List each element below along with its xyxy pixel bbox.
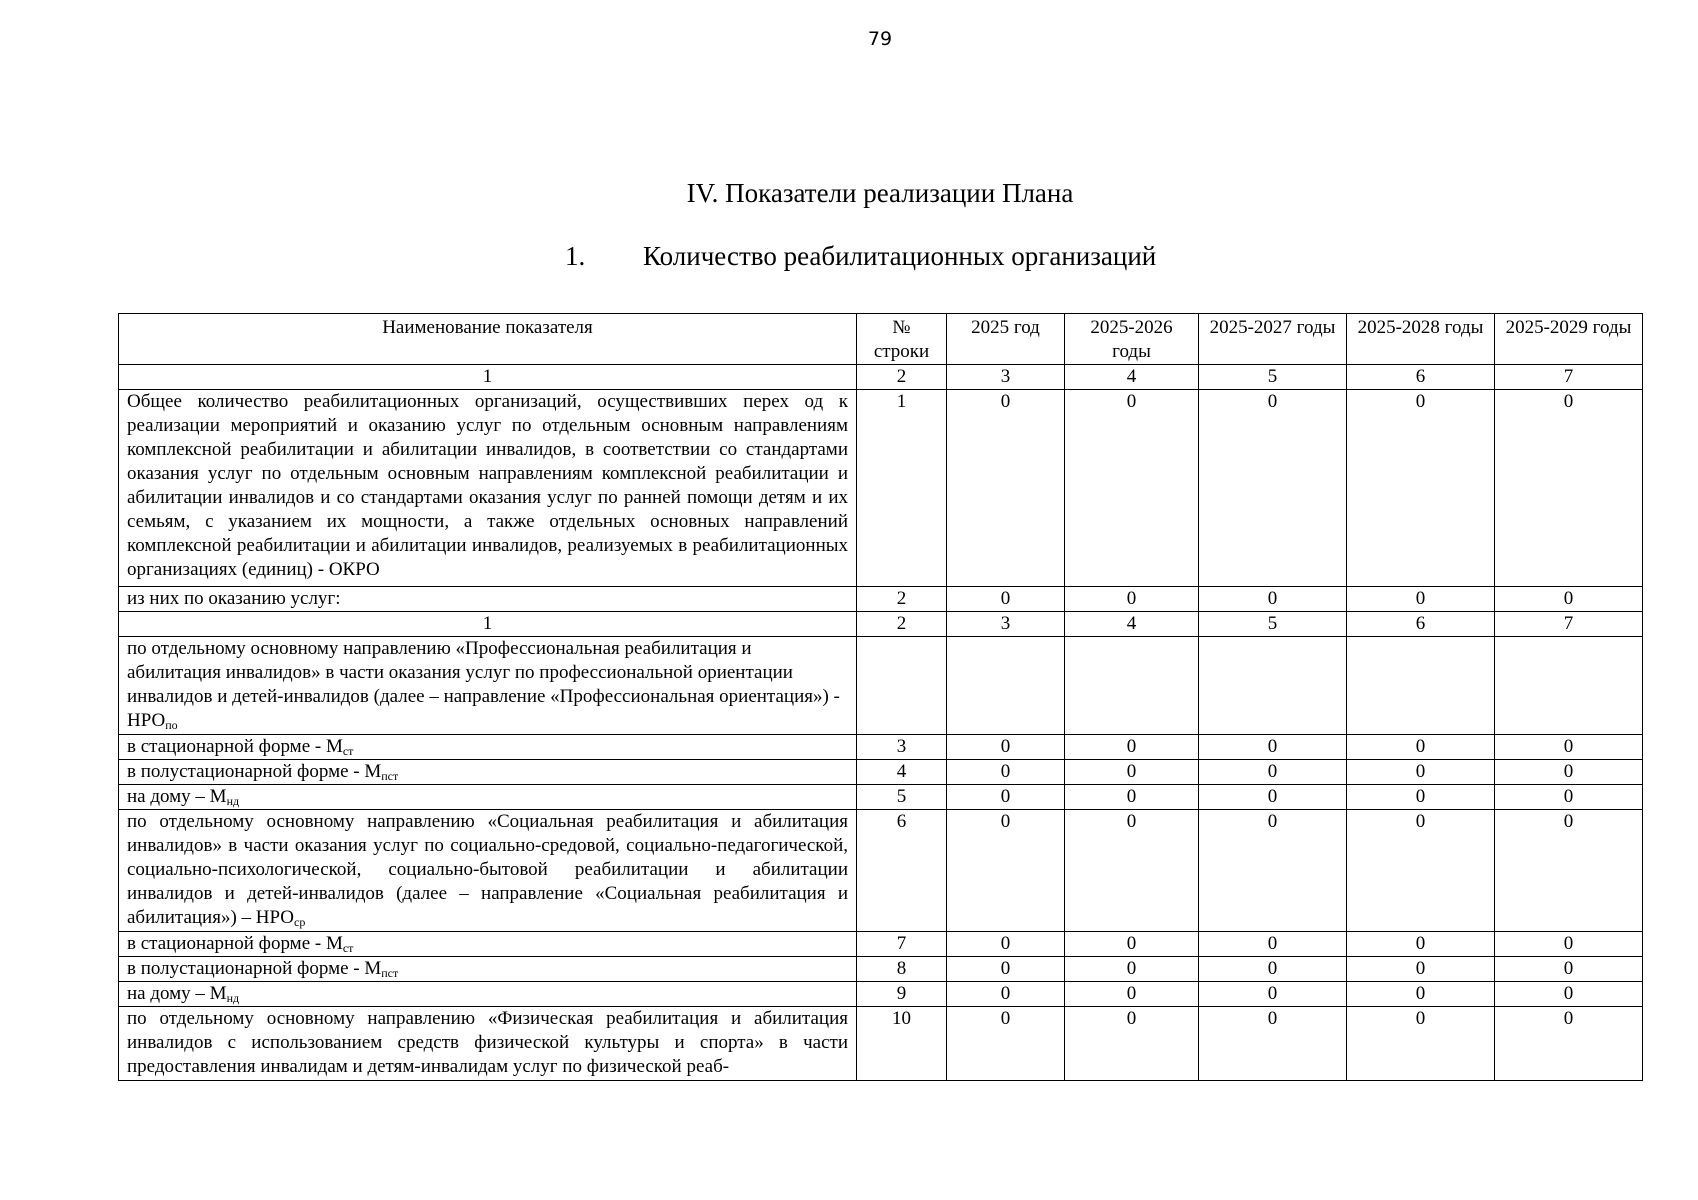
value-cell: 0 [1199,760,1347,785]
column-number-cell: 4 [1065,612,1199,637]
indicator-name [119,637,857,735]
value-cell: 0 [947,760,1065,785]
indicator-name-text: на дому – М [127,983,227,1004]
row-number: 1 [857,390,947,587]
header-cell: 2025 год [947,314,1065,365]
table-row [119,735,1643,760]
row-number: 2 [857,587,947,612]
header-cell: 2025-2026 годы [1065,314,1199,365]
column-numbers-row [119,365,1643,390]
value-cell: 0 [1065,1007,1199,1081]
indicator-name [119,982,857,1007]
value-cell: 0 [1347,760,1495,785]
column-numbers-row [119,612,1643,637]
column-number-cell: 5 [1199,612,1347,637]
indicator-subscript: ст [342,744,354,758]
row-number: 10 [857,1007,947,1081]
value-cell: 0 [1065,785,1199,810]
value-cell: 0 [1495,785,1643,810]
table-row [119,1007,1643,1081]
row-number: 7 [857,932,947,957]
table-row [119,760,1643,785]
value-cell: 0 [1495,957,1643,982]
indicator-name [119,735,857,760]
value-cell: 0 [947,932,1065,957]
value-cell: 0 [1199,587,1347,612]
value-cell: 0 [1199,390,1347,587]
indicator-subscript: по [165,718,178,732]
indicator-name: из них по оказанию услуг: [119,587,857,612]
indicator-name-text: в стационарной форме - М [127,933,343,954]
table-row [119,932,1643,957]
value-cell [947,637,1065,735]
value-cell: 0 [1065,957,1199,982]
value-cell: 0 [1495,932,1643,957]
indicators-table [118,313,1643,1081]
table-row [119,785,1643,810]
value-cell: 0 [947,810,1065,932]
row-number: 5 [857,785,947,810]
value-cell [1495,637,1643,735]
indicator-name-text: в стационарной форме - М [127,736,343,757]
value-cell: 0 [1199,785,1347,810]
value-cell: 0 [1347,957,1495,982]
value-cell [1347,637,1495,735]
value-cell: 0 [947,587,1065,612]
value-cell: 0 [1065,810,1199,932]
value-cell: 0 [1347,390,1495,587]
subsection-title: Количество реабилитационных организаций [643,241,1157,271]
indicator-subscript: нд [226,794,240,808]
row-number [857,637,947,735]
value-cell: 0 [1199,810,1347,932]
header-cell: № строки [857,314,947,365]
column-number-cell: 6 [1347,612,1495,637]
value-cell: 0 [1199,1007,1347,1081]
indicator-name-text: по отдельному основному направлению «Социальная реабилитация и абилитация инвалидов» в части оказания услуг по социально-средовой, социально-педагогической, социально-психологической, социально-бытовой реабилитации и абилитации инвалидов и детей-инвалидов (далее – направление «Социальная реабилитация и абилитация») – НРО [127,811,848,928]
indicator-subscript: ст [342,941,354,955]
value-cell: 0 [947,982,1065,1007]
table-row [119,957,1643,982]
value-cell: 0 [1065,390,1199,587]
column-number-cell: 5 [1199,365,1347,390]
value-cell: 0 [1495,587,1643,612]
table-header-row [119,314,1643,365]
value-cell: 0 [1347,932,1495,957]
indicator-name [119,760,857,785]
section-title: IV. Показатели реализации Плана [686,178,1074,208]
indicator-name: по отдельному основному направлению «Физическая реабилитация и абилитация инвалидов с использованием средств физической культуры и спорта» в части предоставления инвалидам и детям-инвалидам услуг по физической реаб- [119,1007,857,1081]
table-row [119,390,1643,587]
value-cell: 0 [1347,785,1495,810]
column-number-cell: 1 [119,612,857,637]
column-number-cell: 4 [1065,365,1199,390]
indicator-name-text: в полустационарной форме - М [127,958,382,979]
value-cell: 0 [1347,810,1495,932]
value-cell: 0 [1065,982,1199,1007]
subsection-heading [565,241,1156,272]
value-cell: 0 [1065,932,1199,957]
value-cell: 0 [947,735,1065,760]
page-number: 79 [867,28,893,50]
value-cell: 0 [1495,735,1643,760]
indicator-name [119,810,857,932]
header-cell: Наименование показателя [119,314,857,365]
value-cell [1199,637,1347,735]
column-number-cell: 2 [857,365,947,390]
indicator-subscript: ср [294,915,306,929]
value-cell: 0 [1347,587,1495,612]
table-row [119,587,1643,612]
row-number: 8 [857,957,947,982]
value-cell: 0 [947,957,1065,982]
value-cell: 0 [1347,982,1495,1007]
indicator-subscript: пст [381,966,399,980]
value-cell: 0 [1347,1007,1495,1081]
row-number: 4 [857,760,947,785]
row-number: 6 [857,810,947,932]
value-cell: 0 [1199,735,1347,760]
value-cell: 0 [1495,760,1643,785]
header-cell: 2025-2029 годы [1495,314,1643,365]
value-cell: 0 [1199,932,1347,957]
indicator-name-text: по отдельному основному направлению «Профессиональная реабилитация и абилитация инвалидов» в части оказания услуг по профессиональной ориентации инвалидов и детей-инвалидов (далее – направление «Профессиональная ориентация») - НРО [127,638,840,731]
value-cell: 0 [947,390,1065,587]
value-cell: 0 [1495,1007,1643,1081]
indicator-name [119,957,857,982]
subsection-number: 1. [565,241,586,271]
column-number-cell: 3 [947,612,1065,637]
column-number-cell: 7 [1495,365,1643,390]
value-cell: 0 [947,1007,1065,1081]
indicator-name: Общее количество реабилитационных организаций, осуществивших перех од к реализации мероприятий и оказанию услуг по отдельным основным направлениям комплексной реабилитации и абилитации инвалидов, в соответствии со стандартами оказания услуг по отдельным основным направлениям комплексной реабилитации и абилитации инвалидов и со стандартами оказания услуг по ранней помощи детям и их семьям, с указанием их мощности, а также отдельных основных направлений комплексной реабилитации и абилитации инвалидов, реализуемых в реабилитационных организациях (единиц) - ОКРО [119,390,857,587]
indicator-name [119,932,857,957]
value-cell [1065,637,1199,735]
column-number-cell: 2 [857,612,947,637]
column-number-cell: 1 [119,365,857,390]
value-cell: 0 [1495,982,1643,1007]
indicator-subscript: пст [381,769,399,783]
table-row [119,637,1643,735]
indicator-name-text: в полустационарной форме - М [127,761,382,782]
table-row [119,982,1643,1007]
header-cell: 2025-2027 годы [1199,314,1347,365]
header-cell: 2025-2028 годы [1347,314,1495,365]
value-cell: 0 [1065,587,1199,612]
indicator-name [119,785,857,810]
column-number-cell: 6 [1347,365,1495,390]
row-number: 3 [857,735,947,760]
value-cell: 0 [1347,735,1495,760]
column-number-cell: 7 [1495,612,1643,637]
column-number-cell: 3 [947,365,1065,390]
value-cell: 0 [1199,957,1347,982]
value-cell: 0 [947,785,1065,810]
table-row [119,810,1643,932]
indicator-subscript: нд [226,991,240,1005]
value-cell: 0 [1065,735,1199,760]
value-cell: 0 [1495,390,1643,587]
value-cell: 0 [1199,982,1347,1007]
indicator-name-text: на дому – М [127,786,227,807]
value-cell: 0 [1495,810,1643,932]
value-cell: 0 [1065,760,1199,785]
row-number: 9 [857,982,947,1007]
